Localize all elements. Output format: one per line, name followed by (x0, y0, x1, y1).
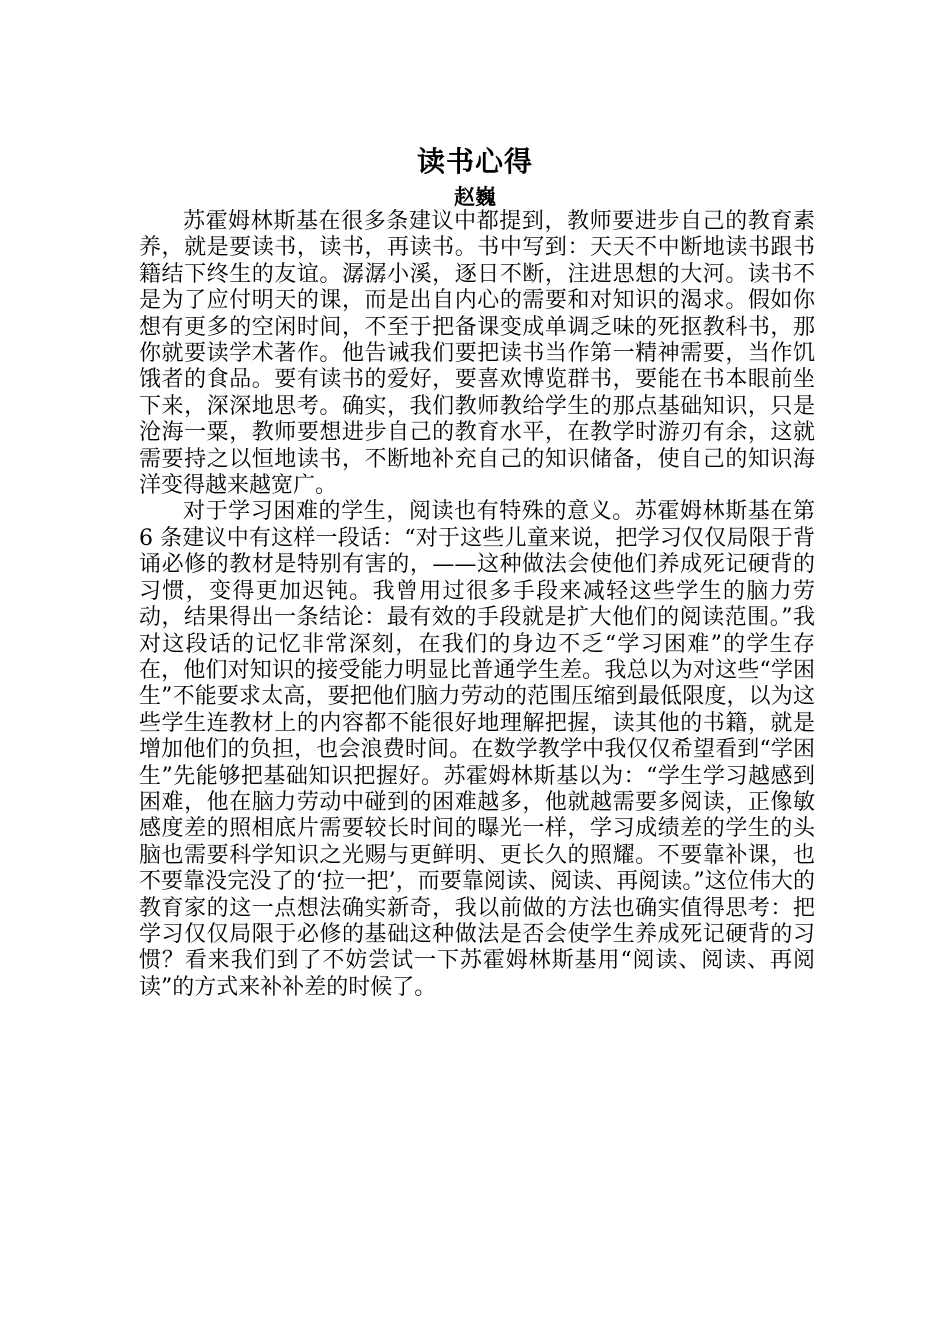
document-body (139, 209, 815, 1001)
paragraph: 苏霍姆林斯基在很多条建议中都提到，教师要进步自己的教育素养，就是要读书，读书，再读书。书中写到：天天不中断地读书跟书籍结下终生的友谊。潺潺小溪，逐日不断，注进思想的大河。读书不是为了应付明天的课，而是出自内心的需要和对知识的渴求。假如你想有更多的空闲时间，不至于把备课变成单调乏味的死抠教科书，那你就要读学术著作。他告诫我们要把读书当作第一精神需要，当作饥饿者的食品。要有读书的爱好，要喜欢博览群书，要能在书本眼前坐下来，深深地思考。确实，我们教师教给学生的那点基础知识，只是沧海一粟，教师要想进步自己的教育水平，在教学时游刃有余，这就需要持之以恒地读书，不断地补充自己的知识储备，使自己的知识海洋变得越来越宽广。 (139, 209, 815, 499)
document-title: 读书心得 (416, 145, 533, 178)
document-author: 赵巍 (454, 185, 496, 209)
paragraph: 对于学习困难的学生，阅读也有特殊的意义。苏霍姆林斯基在第 6 条建议中有这样一段话：“对于这些儿童来说，把学习仅仅局限于背诵必修的教材是特别有害的，——这种做法会使他们养成死记硬背的习惯，变得更加迟钝。我曾用过很多手段来减轻这些学生的脑力劳动，结果得出一条结论：最有效的手段就是扩大他们的阅读范围。”我对这段话的记忆非常深刻，在我们的身边不乏“学习困难”的学生存在，他们对知识的接受能力明显比普通学生差。我总以为对这些“学困生”不能要求太高，要把他们脑力劳动的范围压缩到最低限度，以为这些学生连教材上的内容都不能很好地理解把握，读其他的书籍，就是增加他们的负担，也会浪费时间。在数学教学中我仅仅希望看到“学困生”先能够把基础知识把握好。苏霍姆林斯基以为：“学生学习越感到困难，他在脑力劳动中碰到的困难越多，他就越需要多阅读，正像敏感度差的照相底片需要较长时间的曝光一样，学习成绩差的学生的头脑也需要科学知识之光赐与更鲜明、更长久的照耀。不要靠补课，也不要靠没完没了的‘拉一把’，而要靠阅读、阅读、再阅读。”这位伟大的教育家的这一点想法确实新奇，我以前做的方法也确实值得思考：把学习仅仅局限于必修的基础这种做法是否会使学生养成死记硬背的习惯？看来我们到了不妨尝试一下苏霍姆林斯基用“阅读、阅读、再阅读”的方式来补补差的时候了。 (139, 499, 815, 1000)
